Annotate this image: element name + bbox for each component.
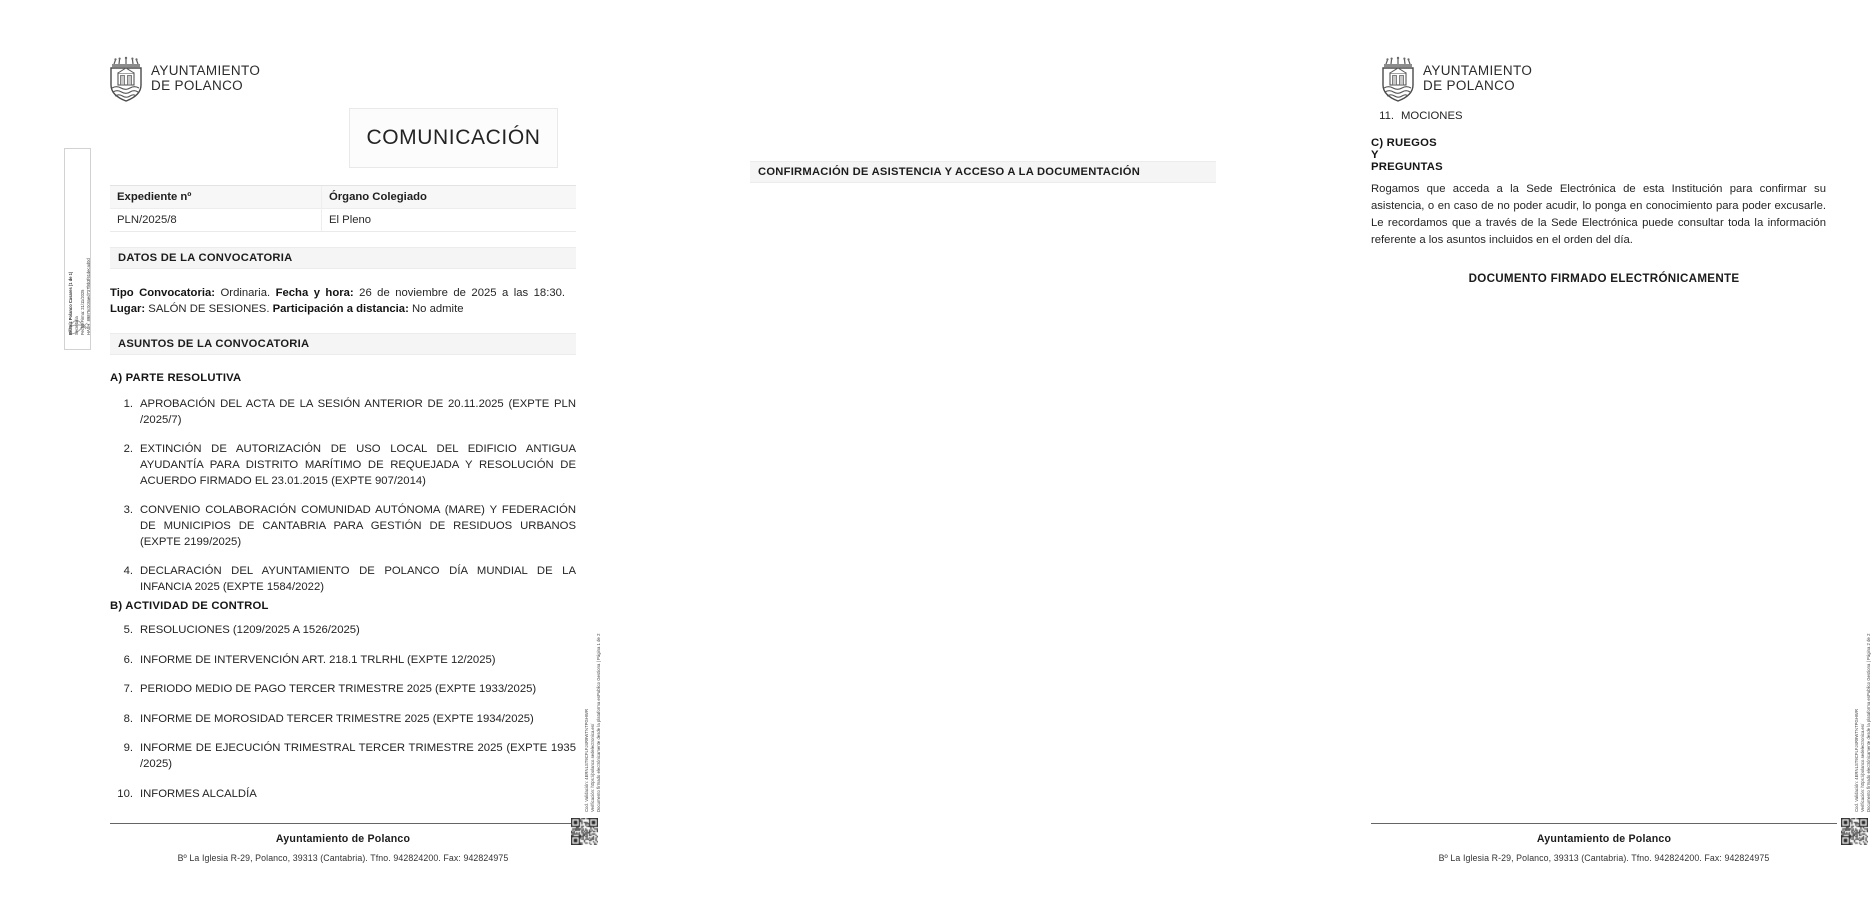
agenda-list-parte-resolutiva [110, 396, 576, 608]
organization-line-1: AYUNTAMIENTO [151, 63, 261, 78]
list-item [110, 622, 576, 638]
document-type-label: COMUNICACIÓN [366, 126, 541, 149]
agenda-item-text: CONVENIO COLABORACIÓN COMUNIDAD AUTÓNOMA (MARE) Y FEDERACIÓN DE MUNICIPIOS DE CANTABRIA PARA GESTIÓN DE RESIDUOS URBANOS (EXPTE 2199/2025) [140, 504, 576, 549]
validation-line: Verificación: https://polanco.sedelectronica.es/ [589, 723, 595, 812]
list-item [110, 711, 576, 727]
organization-name [151, 56, 260, 93]
list-item [110, 652, 576, 668]
validation-line: Cod. Validación: 4ERNLST9CFLFJ4R9WTNTPGHWR [1854, 708, 1859, 812]
label-fecha-hora: Fecha y hora: [275, 287, 354, 299]
agenda-item-number: 8. [123, 712, 133, 725]
handwritten-signature-icon [66, 309, 89, 343]
value-participacion: No admite [412, 303, 464, 316]
agenda-item-number: 5. [123, 624, 133, 636]
agenda-item-text: EXTINCIÓN DE AUTORIZACIÓN DE USO LOCAL DEL EDIFICIO ANTIGUA AYUDANTÍA PARA DISTRITO MARÍTIMO DE REQUEJADA Y RESOLUCIÓN DE ACUERDO FIRMADO EL 23.01.2015 (EXPTE 907/2014) [140, 443, 576, 488]
list-item [110, 563, 576, 595]
agenda-item-number: 9. [123, 742, 133, 755]
document-page-2 [640, 0, 1871, 905]
agenda-item-number: 2. [123, 443, 133, 456]
signature-stamp-line: Fecha Firma: 21/11/2025 [80, 289, 86, 335]
coat-of-arms-icon [1380, 56, 1416, 102]
signature-stamp-line: Secretaria [74, 316, 80, 335]
agenda-list-continued [1371, 108, 1837, 124]
agenda-item-number: 6. [123, 653, 133, 666]
validation-line: Documento firmado electrónicamente desde la plataforma esPublico Gestiona | Página 2 de 2 [1865, 633, 1871, 812]
page-footer-1 [110, 823, 576, 863]
label-participacion: Participación a distancia: [272, 303, 409, 316]
signature-stamp [64, 148, 91, 350]
confirmacion-body-text: Rogamos que acceda a la Sede Electrónica de esta Institución para confirmar su asistencia, o en caso de no poder acudir, lo ponga en conocimiento para poder excusarle. Le recordamos que a través de la Sede Electrónica puede consultar toda la información referente a los asuntos incluidos en el orden del día. [1371, 183, 1826, 247]
footer-rule [110, 823, 576, 824]
organization-name [1423, 56, 1532, 93]
list-item [110, 786, 576, 802]
page-footer-2 [1371, 823, 1837, 863]
agenda-item-number: 7. [123, 683, 133, 696]
agenda-item-text: PERIODO MEDIO DE PAGO TERCER TRIMESTRE 2025 (EXPTE 1933/2025) [140, 683, 537, 696]
table-row [110, 209, 576, 231]
list-item [1371, 108, 1837, 124]
footer-organization: Ayuntamiento de Polanco [275, 833, 411, 845]
signature-stamp-line: HASH: 89875c0c8aed737f8b3f61decad0d [86, 258, 92, 335]
label-lugar: Lugar: [110, 303, 146, 316]
document-type-box [349, 108, 558, 168]
agenda-item-text: RESOLUCIONES (1209/2025 A 1526/2025) [140, 624, 360, 636]
section-title-asuntos: ASUNTOS DE LA CONVOCATORIA [118, 338, 310, 350]
agenda-item-text: INFORME DE INTERVENCIÓN ART. 218.1 TRLRHL (EXPTE 12/2025) [140, 653, 496, 666]
agenda-item-text: INFORME DE EJECUCIÓN TRIMESTRAL TERCER TRIMESTRE 2025 (EXPTE 1935 /2025) [140, 742, 576, 771]
agenda-item-text: DECLARACIÓN DEL AYUNTAMIENTO DE POLANCO DÍA MUNDIAL DE LA INFANCIA 2025 (EXPTE 1584/2022) [140, 565, 576, 594]
validation-strip-page-1 [584, 612, 602, 812]
agenda-item-text: APROBACIÓN DEL ACTA DE LA SESIÓN ANTERIOR DE 20.11.2025 (EXPTE PLN /2025/7) [140, 398, 576, 427]
agenda-item-text: INFORMES ALCALDÍA [140, 787, 257, 800]
coat-of-arms-icon [108, 56, 144, 102]
signed-electronically-notice: DOCUMENTO FIRMADO ELECTRÓNICAMENTE [1468, 272, 1740, 285]
footer-address: Bº La Iglesia R-29, Polanco, 39313 (Cantabria). Tfno. 942824200. Fax: 942824975 [1438, 853, 1770, 863]
document-page-1 [0, 0, 640, 905]
group-title-ruegos-preguntas: C) RUEGOS Y PREGUNTAS [1371, 137, 1443, 173]
organization-line-2: DE POLANCO [1423, 78, 1516, 94]
section-header-confirmacion [750, 161, 1216, 183]
qr-code-page-1[interactable] [571, 818, 598, 845]
organization-line-1: AYUNTAMIENTO [1423, 63, 1533, 78]
validation-line: Cod. Validación: 4ERNLST9CFLFJ4R9WTNTPGHWR [584, 708, 589, 812]
agenda-item-number: 4. [123, 565, 133, 578]
section-title-datos: DATOS DE LA CONVOCATORIA [118, 252, 293, 264]
agenda-item-number: 11. [1379, 110, 1394, 122]
label-tipo-convocatoria: Tipo Convocatoria: [110, 287, 216, 299]
group-title-actividad-control: B) ACTIVIDAD DE CONTROL [110, 600, 269, 612]
section-header-datos-convocatoria [110, 247, 576, 269]
value-tipo-convocatoria: Ordinaria. [220, 287, 271, 299]
value-fecha-hora: 26 de noviembre de 2025 a las 18:30. [359, 287, 566, 299]
agenda-item-number: 10. [117, 787, 133, 800]
footer-organization: Ayuntamiento de Polanco [1536, 833, 1672, 845]
validation-line: Verificación: https://polanco.sedelectronica.es/ [1859, 723, 1865, 812]
qr-code-page-2[interactable] [1841, 818, 1868, 845]
table-header-expediente: Expediente nº [110, 186, 322, 208]
value-lugar: SALÓN DE SESIONES. [148, 303, 270, 316]
footer-rule [1371, 823, 1837, 824]
table-header-row [110, 186, 576, 209]
list-item [110, 681, 576, 697]
agenda-item-number: 1. [123, 398, 133, 410]
agenda-item-number: 3. [123, 504, 133, 517]
agenda-list-actividad-control [110, 622, 576, 815]
group-title-parte-resolutiva: A) PARTE RESOLUTIVA [110, 372, 242, 384]
list-item [110, 502, 576, 550]
agenda-item-text: INFORME DE MOROSIDAD TERCER TRIMESTRE 2025 (EXPTE 1934/2025) [140, 712, 534, 725]
signature-stamp-line: Beatriz Polanco Casares (1 de 1) [68, 271, 73, 335]
section-title-confirmacion: CONFIRMACIÓN DE ASISTENCIA Y ACCESO A LA DOCUMENTACIÓN [758, 166, 1141, 178]
table-cell-expediente-value: PLN/2025/8 [110, 209, 322, 231]
section-header-asuntos-convocatoria [110, 333, 576, 355]
list-item [110, 396, 576, 428]
letterhead-page-1 [108, 56, 260, 102]
list-item [110, 441, 576, 489]
validation-strip-page-2 [1854, 612, 1872, 812]
footer-address: Bº La Iglesia R-29, Polanco, 39313 (Cantabria). Tfno. 942824200. Fax: 942824975 [177, 853, 509, 863]
agenda-item-text: MOCIONES [1401, 110, 1463, 122]
organization-line-2: DE POLANCO [151, 78, 244, 94]
letterhead-page-2 [1380, 56, 1532, 102]
expediente-table [110, 185, 576, 232]
table-header-organo: Órgano Colegiado [329, 191, 427, 203]
convocatoria-details-paragraph [110, 285, 565, 318]
list-item [110, 740, 576, 772]
validation-line: Documento firmado electrónicamente desde la plataforma esPublico Gestiona | Página 1 de 2 [595, 633, 601, 812]
table-cell-organo-value: El Pleno [329, 214, 372, 226]
